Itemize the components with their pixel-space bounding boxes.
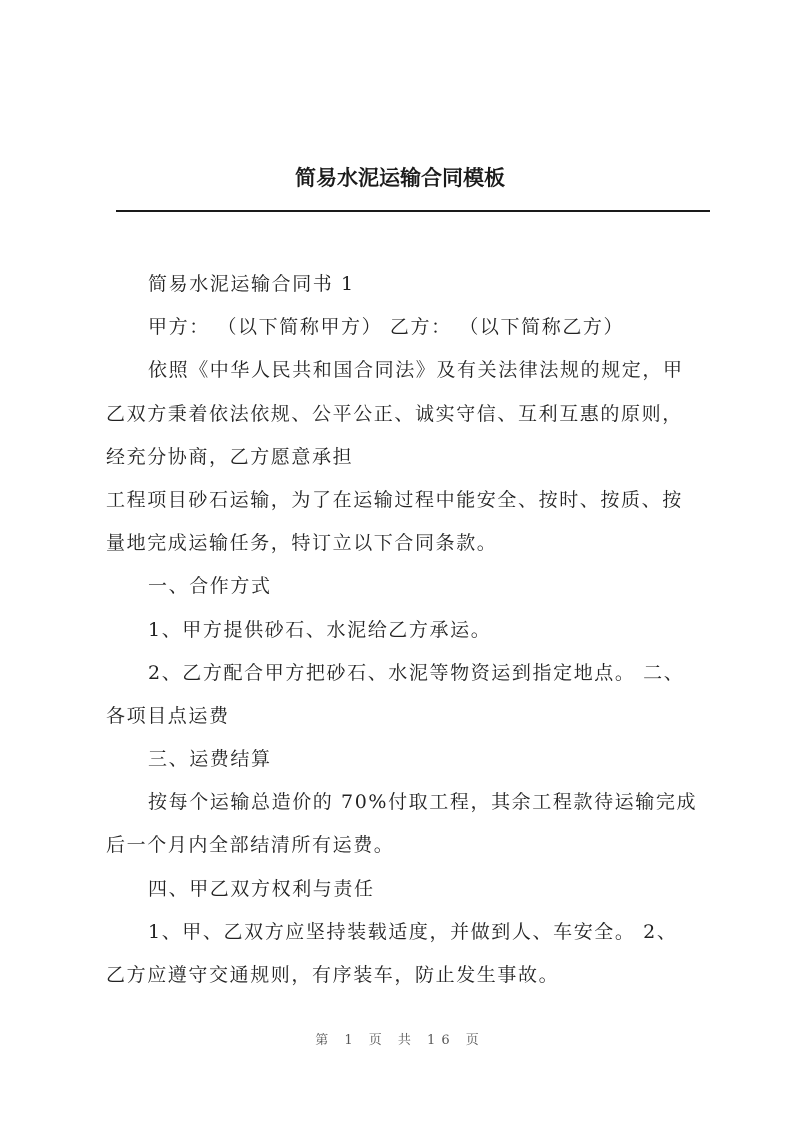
section-heading: 三、运费结算 [148, 748, 272, 771]
paragraph-line: 后一个月内全部结清所有运费。 [106, 834, 395, 857]
clause-line: 1、甲方提供砂石、水泥给乙方承运。 [148, 618, 492, 641]
paragraph-line: 依照《中华人民共和国合同法》及有关法律法规的规定，甲 [148, 359, 684, 382]
section-heading: 四、甲乙双方权利与责任 [148, 877, 375, 900]
paragraph-line: 经充分协商，乙方愿意承担 [106, 445, 354, 468]
document-title: 简易水泥运输合同模板 [295, 166, 505, 190]
section-heading: 一、合作方式 [148, 575, 272, 598]
paragraph-line: 乙双方秉着依法依规、公平公正、诚实守信、互利互惠的原则， [106, 402, 683, 425]
parties-line: 甲方： （以下简称甲方） 乙方： （以下简称乙方） [148, 316, 625, 339]
section-heading: 各项目点运费 [106, 704, 230, 727]
paragraph-line: 工程项目砂石运输，为了在运输过程中能安全、按时、按质、按 [106, 488, 683, 511]
document-body [106, 263, 712, 997]
page-number: 第 1 页 共 16 页 [315, 1033, 485, 1048]
clause-line: 2、乙方配合甲方把砂石、水泥等物资运到指定地点。 二、 [148, 661, 685, 684]
clause-line: 乙方应遵守交通规则，有序装车，防止发生事故。 [106, 964, 560, 986]
clause-line: 1、甲、乙双方应坚持装载适度，并做到人、车安全。 2、 [148, 920, 678, 943]
contract-heading: 简易水泥运输合同书 1 [148, 273, 355, 295]
paragraph-line: 量地完成运输任务，特订立以下合同条款。 [106, 532, 498, 555]
paragraph-line: 按每个运输总造价的 70%付取工程，其余工程款待运输完成 [148, 791, 698, 814]
title-divider [116, 210, 710, 212]
